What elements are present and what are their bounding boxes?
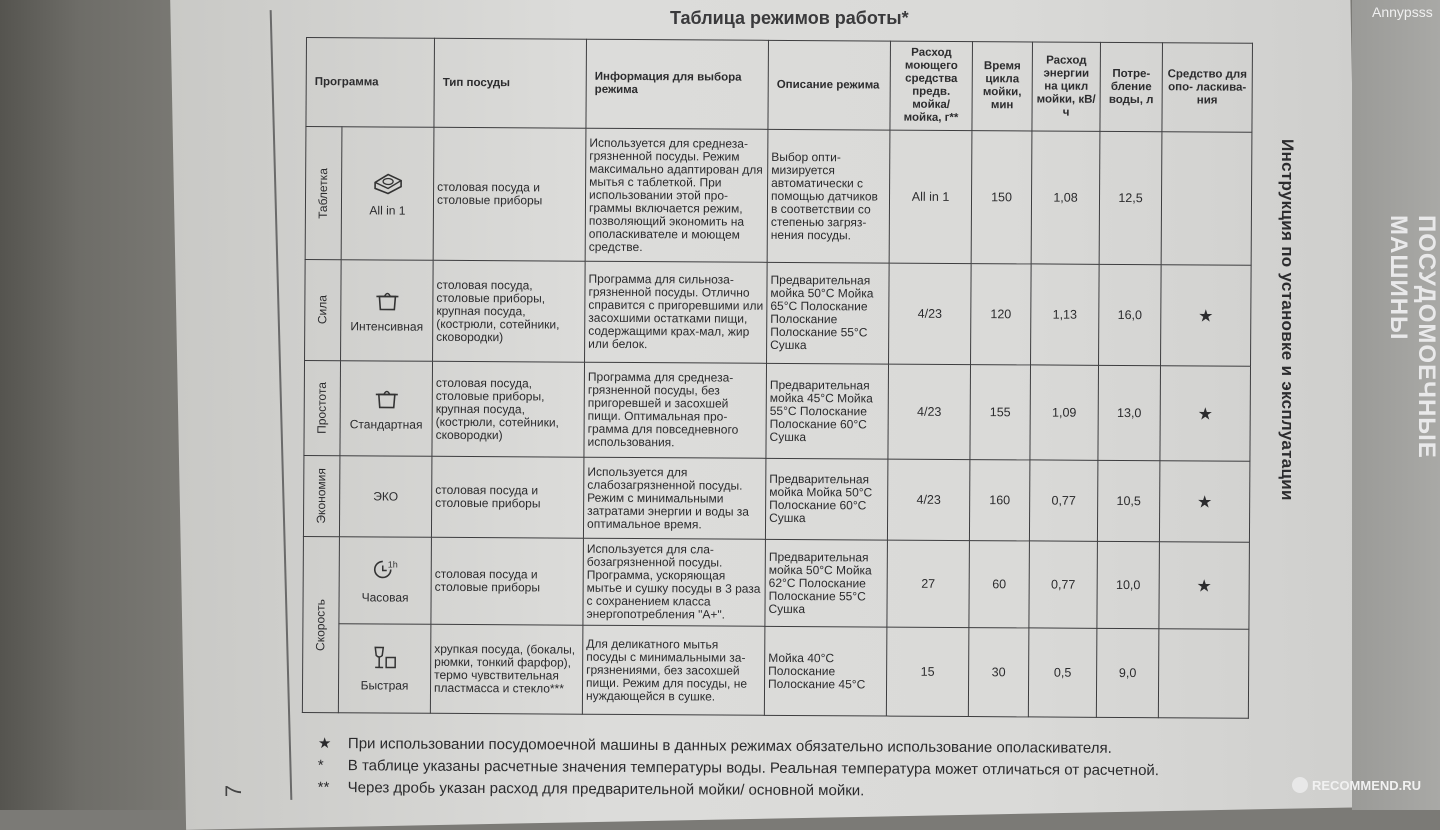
detergent-cell: 4/23 bbox=[887, 459, 969, 540]
program-cell: Быстрая bbox=[338, 624, 431, 714]
page-number: 7 bbox=[221, 784, 247, 798]
category-cell: Сила bbox=[305, 259, 342, 360]
water-cell: 10,0 bbox=[1097, 541, 1160, 628]
category-cell: Таблетка bbox=[305, 127, 342, 260]
table-header-row bbox=[306, 38, 1253, 133]
table-row bbox=[305, 259, 1252, 366]
info-cell: Программа для сильноза-грязненной посуды. Отлично справится с пригоревшими или засохшими остатками пищи, содержащими крах-мал, жир или белок. bbox=[585, 261, 768, 363]
description-cell: Предварительная мойка 50°C Мойка 62°C Полоскание Полоскание 55°C Сушка bbox=[765, 539, 888, 627]
time-cell: 60 bbox=[969, 541, 1030, 628]
water-cell: 10,5 bbox=[1097, 460, 1159, 541]
rinse-cell bbox=[1158, 629, 1249, 719]
time-cell: 30 bbox=[968, 628, 1029, 717]
energy-cell: 1,09 bbox=[1030, 365, 1099, 460]
energy-cell: 1,13 bbox=[1031, 264, 1100, 365]
description-cell: Мойка 40°C Полоскание Полоскание 45°C bbox=[764, 626, 887, 716]
footnote-text: При использовании посудомоечной машины в данных режимах обязательно использование ополаскивателя. bbox=[347, 735, 1112, 757]
info-cell: Для деликатного мытья посуды с минимальными за-грязнениями, без засохшей пищи. Режим для посуды, не нуждающейся в сушке. bbox=[582, 625, 765, 715]
modes-table-wrapper bbox=[302, 37, 1253, 719]
header-energy: Расход энергии на цикл мойки, кВ/ч bbox=[1032, 42, 1101, 131]
water-cell: 13,0 bbox=[1098, 365, 1161, 460]
category-cell: Скорость bbox=[302, 536, 339, 712]
footnote-symbol: ** bbox=[317, 778, 330, 797]
detergent-cell: 4/23 bbox=[889, 263, 972, 364]
header-detergent: Расход моющего средства предв. мойка/ мойка, г** bbox=[890, 41, 973, 130]
water-cell: 12,5 bbox=[1099, 131, 1162, 264]
detergent-cell: 27 bbox=[887, 540, 970, 627]
dish-type-cell: столовая посуда и столовые приборы bbox=[431, 537, 584, 625]
dish-type-cell: столовая посуда, столовые приборы, крупная посуда, (кострюли, сотейники, сковородки) bbox=[433, 260, 586, 362]
energy-cell: 0,77 bbox=[1029, 460, 1097, 541]
footnote-symbol: * bbox=[317, 756, 324, 775]
table-row bbox=[303, 455, 1249, 542]
rinse-cell: ★ bbox=[1159, 542, 1250, 630]
detergent-cell: 4/23 bbox=[888, 364, 971, 459]
header-description: Описание режима bbox=[768, 40, 891, 130]
footnote-text: В таблице указаны расчетные значения температуры воды. Реальная температура может отличаться от расчетной. bbox=[347, 757, 1160, 780]
dish-type-cell: столовая посуда и столовые приборы bbox=[431, 456, 583, 538]
header-program: Программа bbox=[306, 38, 435, 128]
category-cell: Экономия bbox=[303, 455, 339, 536]
table-row bbox=[302, 623, 1249, 718]
header-time: Время цикла мойки, мин bbox=[972, 42, 1033, 131]
detergent-cell: All in 1 bbox=[889, 130, 972, 263]
water-cell: 16,0 bbox=[1099, 264, 1162, 365]
pot-icon bbox=[344, 386, 429, 416]
program-cell: 1h Часовая bbox=[339, 537, 432, 625]
watermark-user: Annypsss bbox=[1372, 4, 1433, 20]
recommend-logo-icon bbox=[1292, 777, 1308, 793]
side-category-label: ПОСУДОМОЕЧНЫЕ МАШИНЫ bbox=[1385, 215, 1440, 459]
side-install-label: Инструкция по установке и эксплуатации bbox=[1278, 139, 1297, 501]
energy-cell: 0,77 bbox=[1029, 541, 1098, 628]
description-cell: Предварительная мойка 45°C Мойка 55°C Полоскание Полоскание 60°C Сушка bbox=[766, 363, 889, 459]
header-rinse: Средство для опо- ласкива- ния bbox=[1162, 43, 1253, 133]
glass-icon bbox=[342, 645, 427, 677]
info-cell: Используется для среднеза-грязненной посуды. Режим максимально адаптирован для мытья с таблеткой. При использовании этой про-граммы включается режим, позволяющий экономить на ополаскивателе и моющем средстве. bbox=[585, 128, 768, 262]
table-row bbox=[303, 536, 1250, 629]
time-cell: 120 bbox=[971, 264, 1032, 365]
water-cell: 9,0 bbox=[1096, 628, 1159, 717]
program-cell: Интенсивная bbox=[341, 260, 434, 362]
dish-type-cell: столовая посуда и столовые приборы bbox=[433, 127, 586, 261]
page-title: Таблица режимов работы* bbox=[670, 8, 909, 28]
footnote-text: Через дробь указан расход для предварительной мойки/ основной мойки. bbox=[347, 779, 865, 800]
background-fabric bbox=[0, 0, 200, 810]
detergent-cell: 15 bbox=[886, 627, 969, 716]
header-info: Информация для выбора режима bbox=[586, 39, 769, 129]
time-cell: 160 bbox=[969, 460, 1029, 541]
dish-type-cell: хрупкая посуда, (бокалы, рюмки, тонкий фарфор), термо чувствительная пластмасса и стекло*** bbox=[430, 624, 583, 714]
description-cell: Выбор опти-мизируется автоматически с помощью датчиков в соответствии со степенью загряз-нения посуды. bbox=[767, 129, 890, 263]
info-cell: Используется для сла-бозагрязненной посуды. Программа, ускоряющая мытье и сушку посуды в 3 раза с сохранением класса энергопотребления "A+". bbox=[583, 538, 766, 626]
table-row bbox=[305, 127, 1252, 266]
pot-icon bbox=[344, 288, 429, 318]
footnote-symbol: ★ bbox=[317, 734, 332, 753]
time-cell: 155 bbox=[970, 365, 1031, 460]
rinse-cell bbox=[1161, 132, 1252, 266]
info-cell: Программа для среднеза-грязненной посуды, без пригоревшей и засохшей пищи. Оптимальная про-грамма для повседневного использования. bbox=[584, 362, 767, 458]
time-cell: 150 bbox=[971, 131, 1032, 264]
svg-text:1h: 1h bbox=[387, 559, 398, 570]
energy-cell: 1,08 bbox=[1031, 131, 1100, 264]
category-cell: Простота bbox=[304, 360, 341, 455]
header-dish-type: Тип посуды bbox=[434, 38, 587, 128]
header-water: Потре- бление воды, л bbox=[1100, 42, 1163, 131]
description-cell: Предварительная мойка Мойка 50°C Полоскание 60°C Сушка bbox=[765, 458, 887, 540]
tablet-icon bbox=[345, 170, 430, 202]
watermark-site: RECOMMEND.RU bbox=[1292, 777, 1421, 793]
program-cell: All in 1 bbox=[341, 127, 434, 261]
rinse-cell: ★ bbox=[1161, 265, 1252, 367]
footnotes bbox=[318, 733, 1258, 805]
program-cell: ЭКО bbox=[339, 456, 432, 538]
clock-1h-icon bbox=[343, 557, 428, 589]
program-cell: Стандартная bbox=[340, 361, 433, 457]
info-cell: Используется для слабозагрязненной посуды. Режим с минимальными затратами энергии и воды за оптимальное время. bbox=[583, 457, 765, 539]
dish-type-cell: столовая посуда, столовые приборы, крупная посуда, (кострюли, сотейники, сковородки) bbox=[432, 361, 585, 457]
modes-table bbox=[302, 37, 1253, 719]
table-row bbox=[304, 360, 1251, 461]
description-cell: Предварительная мойка 50°C Мойка 65°C Полоскание Полоскание Полоскание 55°C Сушка bbox=[767, 262, 890, 364]
rinse-cell: ★ bbox=[1160, 366, 1251, 462]
rinse-cell: ★ bbox=[1159, 461, 1249, 543]
energy-cell: 0,5 bbox=[1028, 628, 1097, 717]
